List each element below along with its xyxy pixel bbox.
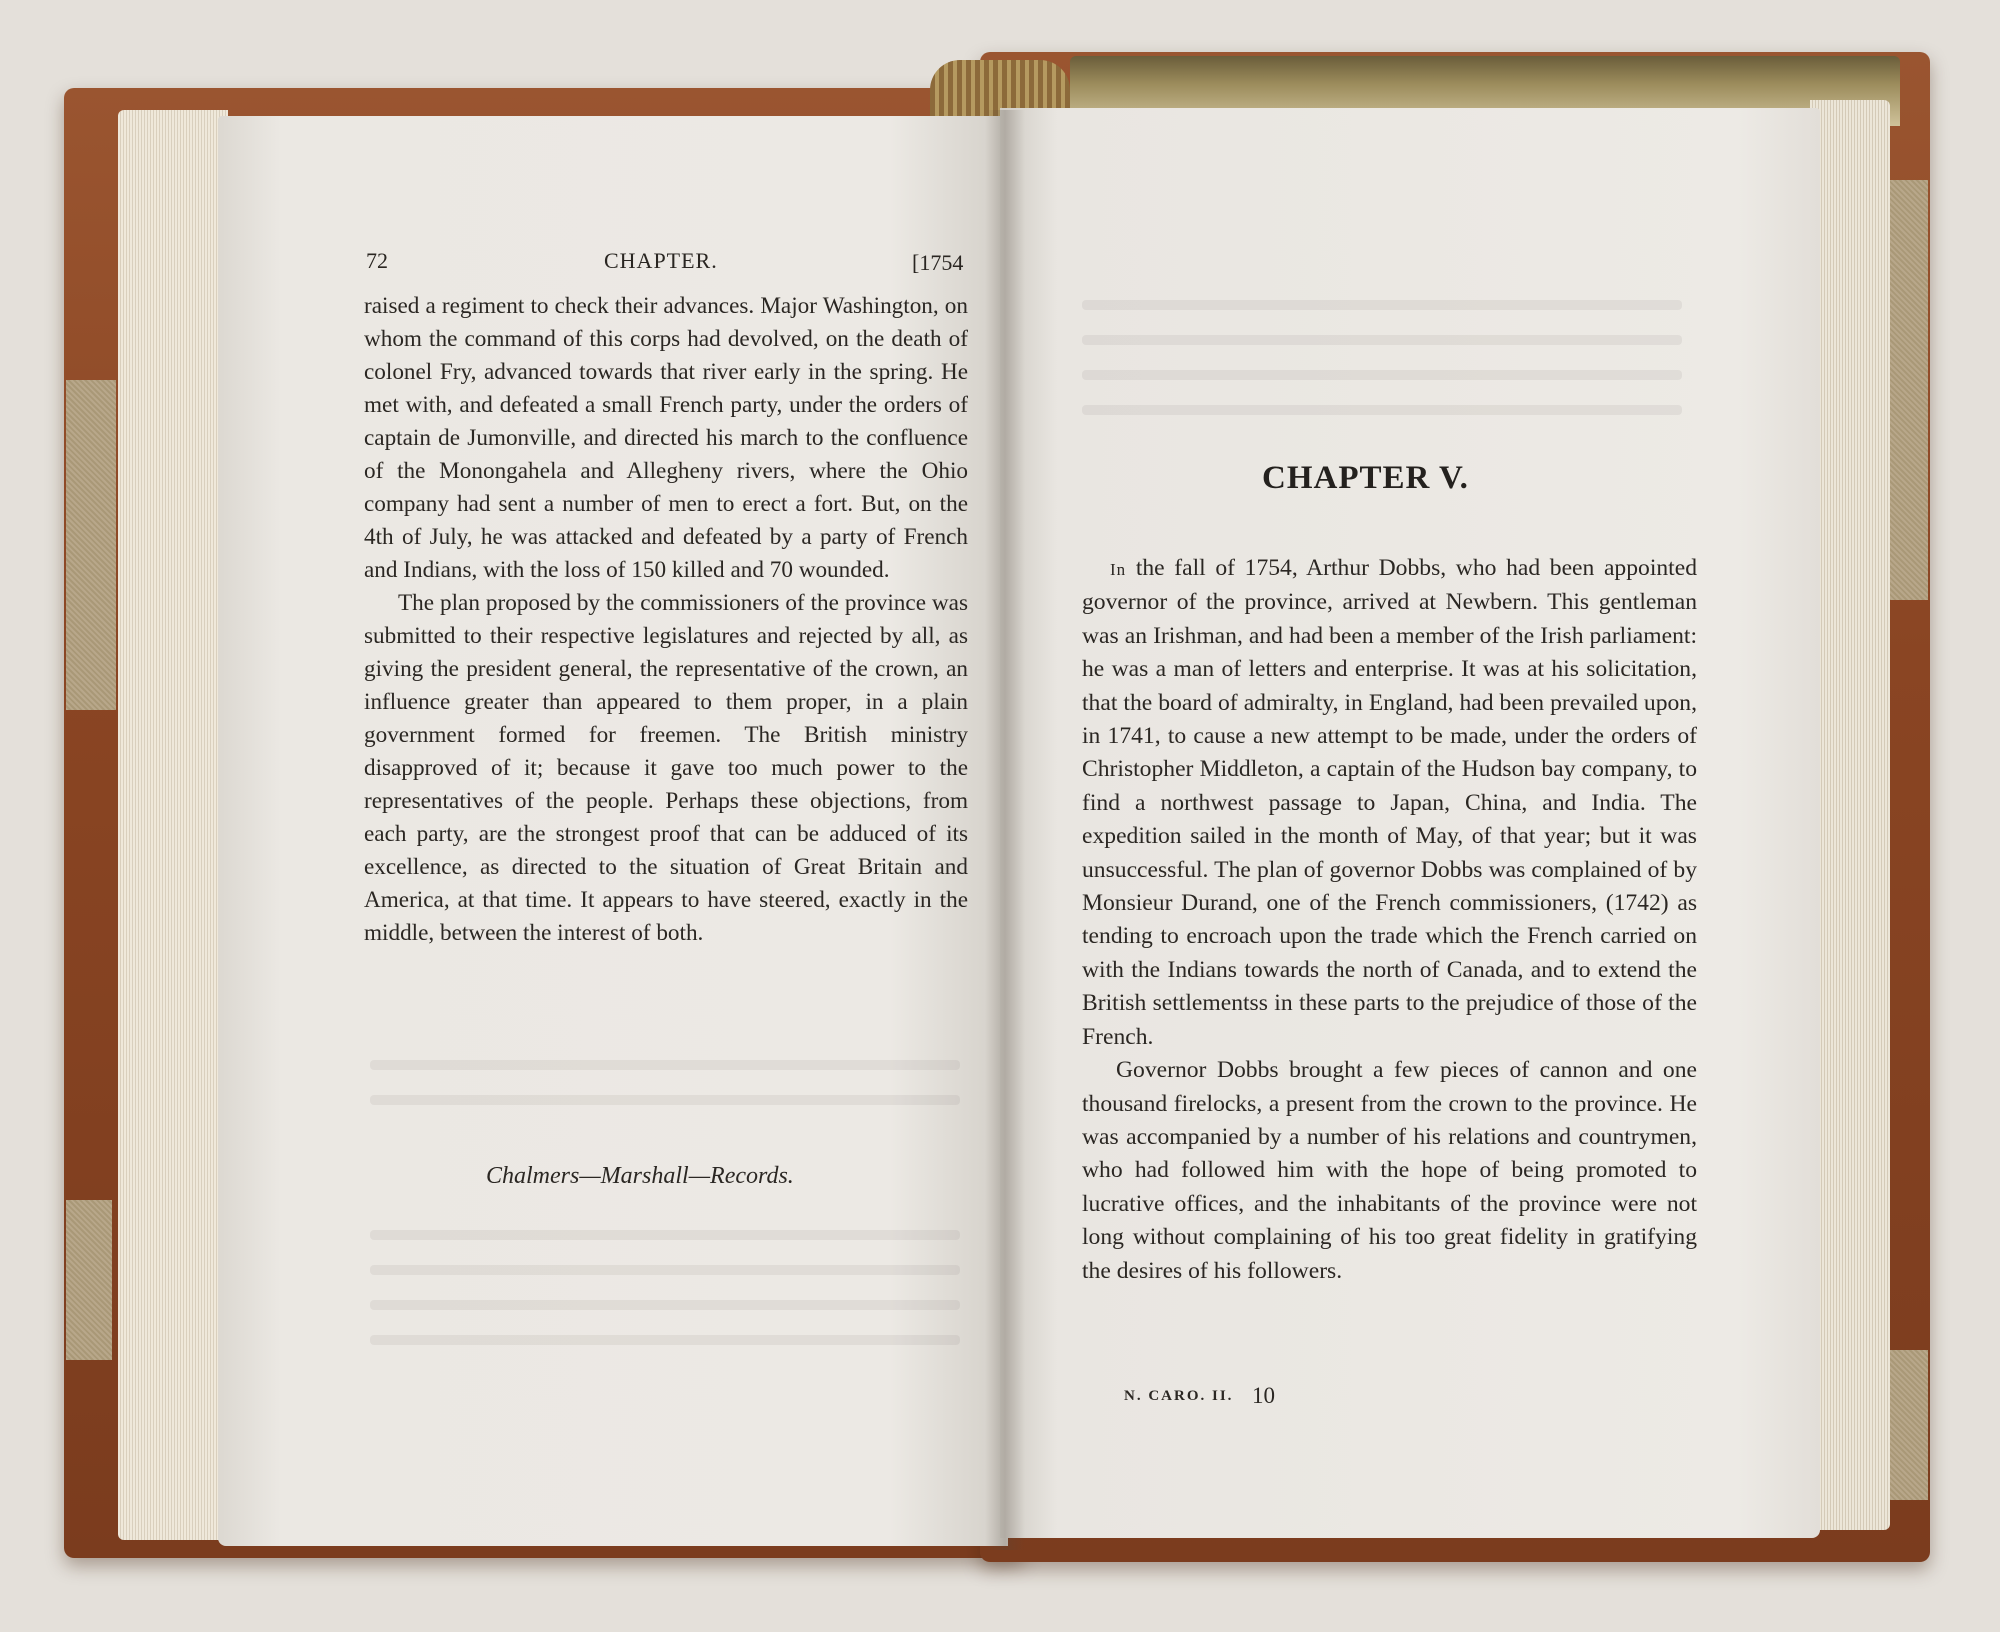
right-body-text <box>1082 552 1697 1288</box>
opening-word: In <box>1110 560 1127 579</box>
chapter-title: CHAPTER V. <box>1262 460 1469 496</box>
left-body-text <box>364 290 968 950</box>
paragraph <box>1082 552 1697 1054</box>
right-page-edges <box>1810 100 1890 1530</box>
left-page-edges <box>118 110 228 1540</box>
bleed-through <box>1082 300 1682 310</box>
bleed-through <box>1082 335 1682 345</box>
paragraph: Governor Dobbs brought a few pieces of cannon and one thousand firelocks, a present from the crown to the province. He was accompanied by a number of his relations and countrymen, who had followed him with the hope of being promoted to lucrative offices, and the inhabitants of the province were not long without complaining of his too great fidelity in gratifying the desires of his followers. <box>1082 1057 1697 1284</box>
running-year: [1754 <box>912 250 964 275</box>
cloth-corner <box>66 380 116 710</box>
paragraph: The plan proposed by the commissioners of the province was submitted to their respective legislatures and rejected by all, as giving the president general, the representative of the crown, an influence greater than appeared to them proper, in a plain government formed for freemen. The British ministry disapproved of it; because it gave too much power to the representatives of the people. Perhaps these objections, from each party, are the strongest proof that can be adduced of its excellence, as directed to the situation of Great Britain and America, at that time. It appears to have steered, exactly in the middle, between the interest of both. <box>364 590 968 946</box>
cloth-corner <box>66 1200 112 1360</box>
sources-note: Chalmers—Marshall—Records. <box>486 1163 794 1189</box>
paragraph: raised a regiment to check their advances. Major Washington, on whom the command of this corps had devolved, on the death of colonel Fry, advanced towards that river early in the spring. He met with, and defeated a small French party, under the orders of captain de Jumonville, and directed his march to the confluence of the Monongahela and Allegheny rivers, where the Ohio company had sent a number of men to erect a fort. But, on the 4th of July, he was attacked and defeated by a party of French and Indians, with the loss of 150 killed and 70 wounded. <box>364 293 968 583</box>
signature-number: 10 <box>1252 1383 1275 1408</box>
paragraph-text: the fall of 1754, Arthur Dobbs, who had been appointed governor of the province, arrived at Newbern. This gentleman was an Irishman, and had been a member of the Irish parliament: he was a man of letters and enterprise. It was at his solicitation, that the board of admiralty, in England, had been prevailed upon, in 1741, to cause a new attempt to be made, under the orders of Christopher Middleton, a captain of the Hudson bay company, to find a northwest passage to Japan, China, and India. The expedition sailed in the month of May, of that year; but it was unsuccessful. The plan of governor Dobbs was complained of by Monsieur Durand, one of the French commissioners, (1742) as tending to encroach upon the trade which the French carried on with the Indians towards the north of Canada, and to extend the British settlementss in these parts to the prejudice of those of the French. <box>1082 555 1697 1050</box>
bleed-through <box>370 1095 960 1105</box>
bleed-through <box>370 1265 960 1275</box>
signature-mark: N. CARO. II. <box>1124 1388 1234 1404</box>
bleed-through <box>370 1335 960 1345</box>
bleed-through <box>370 1230 960 1240</box>
bleed-through <box>370 1300 960 1310</box>
book-gutter <box>985 110 1025 1550</box>
bleed-through <box>370 1060 960 1070</box>
bleed-through <box>1082 405 1682 415</box>
page-number: 72 <box>366 248 388 273</box>
running-title: CHAPTER. <box>604 248 718 273</box>
bleed-through <box>1082 370 1682 380</box>
